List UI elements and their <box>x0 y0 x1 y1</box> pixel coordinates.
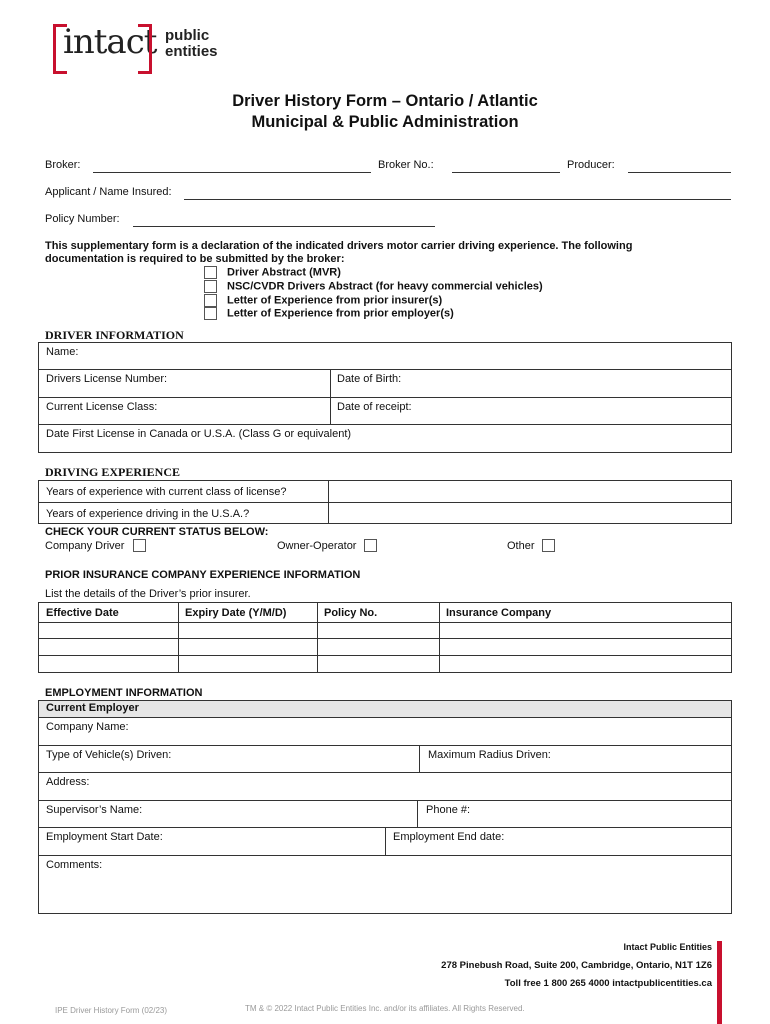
footer-contact: Toll free 1 800 265 4000 intactpublicentities.ca <box>504 978 712 989</box>
years-current-class-input[interactable] <box>329 481 731 502</box>
prior-insurance-heading: PRIOR INSURANCE COMPANY EXPERIENCE INFORMATION <box>45 569 361 581</box>
form-title-line2: Municipal & Public Administration <box>251 113 519 131</box>
prior-insurance-table <box>38 602 732 673</box>
logo-subtitle-line2: entities <box>165 43 218 60</box>
logo-subtitle <box>165 28 218 60</box>
checkbox[interactable] <box>204 294 217 307</box>
status-heading: CHECK YOUR CURRENT STATUS BELOW: <box>45 526 269 538</box>
prior-insurance-instruction: List the details of the Driver’s prior insurer. <box>45 588 251 600</box>
driving-experience-table <box>38 480 732 524</box>
address-field[interactable]: Address: <box>46 776 90 788</box>
footer-address: 278 Pinebush Road, Suite 200, Cambridge, Ontario, N1T 1Z6 <box>441 960 712 971</box>
license-class-field[interactable]: Current License Class: <box>46 401 158 413</box>
producer-label: Producer: <box>567 159 615 171</box>
checkbox[interactable] <box>204 307 217 320</box>
name-field[interactable]: Name: <box>46 346 79 358</box>
doc-item-label: NSC/CVDR Drivers Abstract (for heavy commercial vehicles) <box>227 280 543 293</box>
owner-operator-checkbox[interactable] <box>364 539 377 552</box>
owner-operator-label: Owner-Operator <box>277 540 357 552</box>
doc-item-label: Letter of Experience from prior insurer(s) <box>227 294 443 307</box>
column-header-effective-date: Effective Date <box>46 607 119 619</box>
date-of-birth-field[interactable]: Date of Birth: <box>337 373 402 385</box>
producer-field[interactable] <box>628 172 731 173</box>
footer-form-id: IPE Driver History Form (02/23) <box>55 1006 168 1015</box>
logo-subtitle-line1: public <box>165 27 210 44</box>
checkbox[interactable] <box>204 266 217 279</box>
phone-field[interactable]: Phone #: <box>426 804 471 816</box>
driver-info-table <box>38 342 732 453</box>
footer-copyright: TM & © 2022 Intact Public Entities Inc. and/or its affiliates. All Rights Reserved. <box>245 1004 525 1013</box>
policy-number-field[interactable] <box>133 226 435 227</box>
years-usa-label: Years of experience driving in the U.S.A.? <box>46 508 250 520</box>
broker-no-label: Broker No.: <box>378 159 434 171</box>
doc-item-label: Driver Abstract (MVR) <box>227 266 341 279</box>
start-date-field[interactable]: Employment Start Date: <box>46 831 163 843</box>
company-name-field[interactable]: Company Name: <box>46 721 129 733</box>
footer-company: Intact Public Entities <box>623 942 712 952</box>
first-license-field[interactable]: Date First License in Canada or U.S.A. (Class G or equivalent) <box>46 428 352 440</box>
employment-table <box>38 700 732 914</box>
policy-number-label: Policy Number: <box>45 213 120 225</box>
years-usa-input[interactable] <box>329 503 731 523</box>
vehicle-type-field[interactable]: Type of Vehicle(s) Driven: <box>46 749 172 761</box>
current-employer-label: Current Employer <box>46 702 139 714</box>
other-status-checkbox[interactable] <box>542 539 555 552</box>
applicant-label: Applicant / Name Insured: <box>45 186 172 198</box>
column-header-expiry-date: Expiry Date (Y/M/D) <box>185 607 287 619</box>
date-of-receipt-field[interactable]: Date of receipt: <box>337 401 412 413</box>
employment-heading: EMPLOYMENT INFORMATION <box>45 687 203 699</box>
intro-text: This supplementary form is a declaration of the indicated drivers motor carrier driving experience. The following documentation is required to be submitted by the broker: <box>45 240 633 265</box>
broker-field[interactable] <box>93 172 371 173</box>
company-driver-label: Company Driver <box>45 540 125 552</box>
max-radius-field[interactable]: Maximum Radius Driven: <box>428 749 551 761</box>
checkbox[interactable] <box>204 280 217 293</box>
other-status-label: Other <box>507 540 535 552</box>
driver-info-heading: DRIVER INFORMATION <box>45 328 184 342</box>
doc-item-employer-letter[interactable] <box>204 307 454 320</box>
driving-experience-heading: DRIVING EXPERIENCE <box>45 465 181 479</box>
end-date-field[interactable]: Employment End date: <box>393 831 505 843</box>
doc-item-insurer-letter[interactable] <box>204 294 442 307</box>
broker-label: Broker: <box>45 159 81 171</box>
doc-item-label: Letter of Experience from prior employer(s) <box>227 307 454 320</box>
broker-no-field[interactable] <box>452 172 560 173</box>
footer-red-bar <box>717 941 722 1024</box>
comments-field[interactable]: Comments: <box>46 859 103 871</box>
form-title-line1: Driver History Form – Ontario / Atlantic <box>232 92 538 110</box>
logo-wordmark: intact <box>63 22 157 62</box>
applicant-field[interactable] <box>184 199 731 200</box>
supervisor-field[interactable]: Supervisor’s Name: <box>46 804 143 816</box>
doc-item-mvr[interactable] <box>204 266 341 279</box>
column-header-policy-no: Policy No. <box>324 607 378 619</box>
doc-item-nsc[interactable] <box>204 280 543 293</box>
column-header-insurance-company: Insurance Company <box>446 607 552 619</box>
logo-right-bracket <box>138 24 152 74</box>
company-driver-checkbox[interactable] <box>133 539 146 552</box>
license-number-field[interactable]: Drivers License Number: <box>46 373 168 385</box>
years-current-class-label: Years of experience with current class of license? <box>46 486 287 498</box>
